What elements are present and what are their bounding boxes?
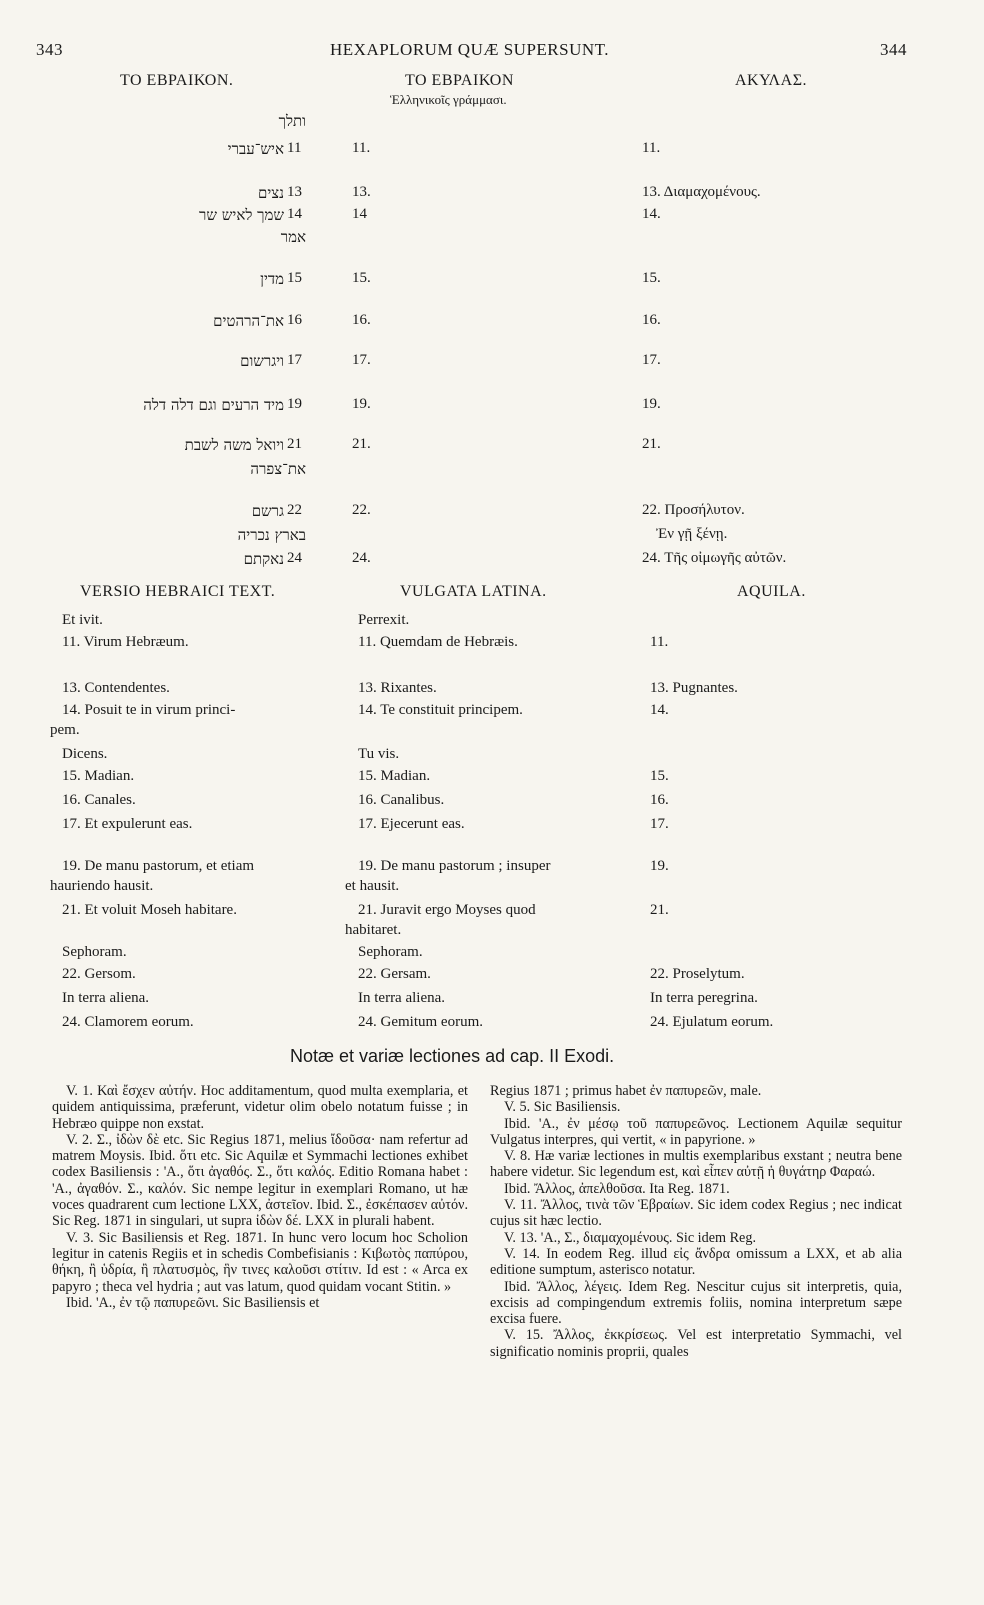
hebrew-word: אמר (280, 228, 306, 246)
note-paragraph: V. 8. Hæ variæ lectiones in multis exemplaribus exstant ; neutra bene habere videtur. Sic legendum est, καὶ εἶπεν αὐτῇ ἡ θυγάτηρ Φαραώ. (490, 1148, 902, 1181)
note-paragraph: V. 1. Καὶ ἔσχεν αὐτήν. Hoc additamentum, quod multa exemplaria, et quidem antiquissima, præferunt, videtur olim obelo notatum fuisse ; in Hebræo quippe non exstat. (52, 1083, 468, 1132)
aquila-greek-verse: 19. (642, 396, 661, 412)
note-paragraph: V. 15. Ἄλλος, ἐκκρίσεως. Vel est interpretatio Symmachi, vel significatio nominis proprii, quales (490, 1327, 902, 1360)
hebrew-verse-number: 13 (287, 184, 302, 200)
vulgata-line: 16. Canalibus. (358, 792, 445, 808)
note-paragraph: Ibid. Ἄλλος, ἀπελθοῦσα. Ita Reg. 1871. (504, 1180, 730, 1197)
col-head-versio: VERSIO HEBRAICI TEXT. (80, 583, 276, 600)
translit-verse: 13. (352, 184, 371, 200)
versio-hebraici-line: 16. Canales. (62, 792, 136, 808)
aquila-greek-verse: 13. Διαμαχομένους. (642, 184, 761, 200)
vulgata-line: 13. Rixantes. (358, 680, 437, 696)
aquila-latin-line: 15. (650, 768, 669, 784)
col-head-aquila-greek: ΑΚΥΛΑΣ. (735, 72, 808, 89)
aquila-latin-line: 11. (650, 634, 669, 650)
versio-hebraici-line: 17. Et expulerunt eas. (62, 816, 193, 832)
versio-hebraici-line: Dicens. (62, 746, 108, 762)
aquila-latin-line: In terra peregrina. (650, 990, 758, 1006)
hebrew-verse-number: 16 (287, 312, 302, 328)
hebrew-verse-number: 24 (287, 550, 302, 566)
hebrew-word: איש־עברי (227, 140, 284, 158)
versio-hebraici-line: Et ivit. (62, 612, 103, 628)
translit-verse: 15. (352, 270, 371, 286)
note-paragraph: V. 5. Sic Basiliensis. (504, 1099, 621, 1116)
hebrew-word: נצים (257, 184, 284, 202)
versio-hebraici-line: In terra aliena. (62, 990, 150, 1006)
aquila-greek-verse: 11. (642, 140, 661, 156)
versio-hebraici-line: 22. Gersom. (62, 966, 136, 982)
translit-verse: 21. (352, 436, 371, 452)
hebrew-verse-number: 14 (287, 206, 302, 222)
versio-hebraici-line: 24. Clamorem eorum. (62, 1014, 194, 1030)
hebrew-verse-number: 21 (287, 436, 302, 452)
aquila-latin-line: 14. (650, 702, 669, 718)
vulgata-line: 14. Te constituit principem. (358, 702, 523, 718)
aquila-greek-verse: 15. (642, 270, 661, 286)
col-head-translit-sub: Ἑλληνικοῖς γράμμασι. (390, 92, 507, 107)
notes-right-column (490, 1083, 902, 1360)
note-paragraph: V. 11. Ἄλλος, τινὰ τῶν Ἑβραίων. Sic idem codex Regius ; nec indicat cujus sit hæc lectio. (490, 1197, 902, 1230)
note-paragraph: V. 3. Sic Basiliensis et Reg. 1871. In hunc vero locum hoc Scholion legitur in catenis Regiis et in schedis Combefisianis : Κιβωτὸς παπύρου, θήκη, ἢ ὑδρία, ἢ πλατυσμὸς, ἣν τινες καλοῦσι στίτιν. Id est : « Arca ex papyro ; theca vel hydria ; aut vas latum, quod quidam vocant Stitin. » (52, 1229, 468, 1295)
page-number-right: 344 (880, 40, 907, 59)
vulgata-line: 11. Quemdam de Hebræis. (358, 634, 518, 650)
translit-verse: 22. (352, 502, 371, 518)
notes-left-column (52, 1083, 468, 1311)
hebrew-word: את־הרהטים (213, 312, 284, 330)
col-head-translit: ΤΟ ΕΒΡΑΙΚΟΝ (405, 72, 514, 89)
hebrew-word: שמך לאיש שר (199, 206, 284, 224)
translit-verse: 11. (352, 140, 371, 156)
hebrew-verse-number: 15 (287, 270, 302, 286)
aquila-greek-verse: 14. (642, 206, 661, 222)
notes-heading: Notæ et variæ lectiones ad cap. II Exodi. (290, 1046, 615, 1066)
hebrew-word: בארץ נכריה (237, 526, 306, 544)
vulgata-line: et hausit. (345, 878, 400, 894)
translit-verse: 16. (352, 312, 371, 328)
col-head-vulgata: VULGATA LATINA. (400, 583, 547, 600)
col-head-hebrew: ΤΟ ΕΒΡΑΙΚΟΝ. (120, 72, 234, 89)
vulgata-line: habitaret. (345, 922, 402, 938)
note-paragraph: V. 13. 'Α., Σ., διαμαχομένους. Sic idem Reg. (504, 1229, 756, 1246)
vulgata-line: 15. Madian. (358, 768, 431, 784)
hebrew-word: מדין (260, 270, 284, 288)
hebrew-word: ותלך (278, 112, 306, 130)
versio-hebraici-line: 14. Posuit te in virum princi- (62, 702, 236, 718)
translit-verse: 24. (352, 550, 371, 566)
versio-hebraici-line: pem. (50, 722, 80, 738)
versio-hebraici-line: hauriendo hausit. (50, 878, 154, 894)
vulgata-line: Sephoram. (358, 944, 423, 960)
note-paragraph: Regius 1871 ; primus habet ἐν παπυρεῶν, male. (490, 1083, 762, 1099)
aquila-latin-line: 21. (650, 902, 669, 918)
versio-hebraici-line: 15. Madian. (62, 768, 135, 784)
aquila-greek-verse: 16. (642, 312, 661, 328)
aquila-latin-line: 22. Proselytum. (650, 966, 745, 982)
hebrew-word: ויואל משה לשבת (184, 436, 284, 454)
aquila-greek-verse: 22. Προσήλυτον. (642, 502, 745, 518)
vulgata-line: Perrexit. (358, 612, 410, 628)
translit-verse: 19. (352, 396, 371, 412)
versio-hebraici-line: 11. Virum Hebræum. (62, 634, 189, 650)
note-paragraph: Ibid. 'Α., ἐν μέσῳ τοῦ παπυρεῶνος. Lectionem Aquilæ sequitur Vulgatus interpres, qui vertit, « in papyrione. » (490, 1115, 902, 1148)
aquila-greek-verse: Ἐν γῇ ξένῃ. (656, 526, 728, 542)
note-paragraph: V. 14. In eodem Reg. illud εἰς ἄνδρα omissum a LXX, et ab alia editione sumptum, asterisco notatur. (490, 1245, 902, 1279)
vulgata-line: 21. Juravit ergo Moyses quod (358, 902, 536, 918)
versio-hebraici-line: 21. Et voluit Moseh habitare. (62, 902, 237, 918)
aquila-greek-verse: 17. (642, 352, 661, 368)
hebrew-verse-number: 19 (287, 396, 302, 412)
vulgata-line: 24. Gemitum eorum. (358, 1014, 483, 1030)
versio-hebraici-line: 13. Contendentes. (62, 680, 170, 696)
vulgata-line: 17. Ejecerunt eas. (358, 816, 465, 832)
aquila-latin-line: 17. (650, 816, 669, 832)
hebrew-verse-number: 17 (287, 352, 302, 368)
aquila-latin-line: 24. Ejulatum eorum. (650, 1014, 774, 1030)
note-paragraph: Ibid. 'Α., ἐν τῷ παπυρεῶνι. Sic Basiliensis et (66, 1294, 320, 1311)
hebrew-word: מיד הרעים וגם דלה דלה (143, 396, 284, 414)
hebrew-verse-number: 22 (287, 502, 302, 518)
versio-hebraici-line: Sephoram. (62, 944, 127, 960)
translit-verse: 14 (352, 206, 367, 222)
aquila-latin-line: 19. (650, 858, 669, 874)
translit-verse: 17. (352, 352, 371, 368)
vulgata-line: In terra aliena. (358, 990, 446, 1006)
aquila-latin-line: 16. (650, 792, 669, 808)
col-head-aquila-latin: AQUILA. (737, 583, 806, 600)
vulgata-line: 19. De manu pastorum ; insuper (358, 858, 551, 874)
hebrew-word: את־צפרה (250, 460, 306, 478)
hebrew-word: נאקתם (243, 550, 284, 568)
aquila-latin-line: 13. Pugnantes. (650, 680, 738, 696)
running-title: HEXAPLORUM QUÆ SUPERSUNT. (330, 40, 610, 59)
hebrew-word: ויגרשום (240, 352, 284, 370)
aquila-greek-verse: 21. (642, 436, 661, 452)
page-number-left: 343 (36, 40, 63, 59)
note-paragraph: Ibid. Ἄλλος, λέγεις. Idem Reg. Nescitur cujus sit interpretis, quia, excisis ad compingendum extremis foliis, nomina interpretum sæpe excisa fuere. (490, 1278, 902, 1328)
hebrew-word: גרשם (251, 502, 284, 520)
hebrew-verse-number: 11 (287, 140, 302, 156)
versio-hebraici-line: 19. De manu pastorum, et etiam (62, 858, 255, 874)
vulgata-line: 22. Gersam. (358, 966, 431, 982)
aquila-greek-verse: 24. Τῆς οἰμωγῆς αὐτῶν. (642, 550, 787, 566)
note-paragraph: V. 2. Σ., ἰδὼν δὲ etc. Sic Regius 1871, melius ἴδοῦσα· nam refertur ad matrem Moysis. Ibid. ὅτι etc. Sic Aquilæ et Symmachi lectiones exhibet codex Basiliensis : 'Α., ὅτι ἀγαθός. Σ., ὅτι καλός. Editio Romana habet : 'Α., ἀγαθόν. Σ., καλόν. Sic nempe legitur in exemplari Romano, ut hæ voces quadrarent cum lectione LXX, ἀστεῖον. Ibid. Σ., ἐσκέπασεν αὐτόν. Sic Reg. 1871 in singulari, ut supra ἰδὼν δέ. LXX in plurali habent. (52, 1131, 468, 1230)
vulgata-line: Tu vis. (358, 746, 400, 762)
